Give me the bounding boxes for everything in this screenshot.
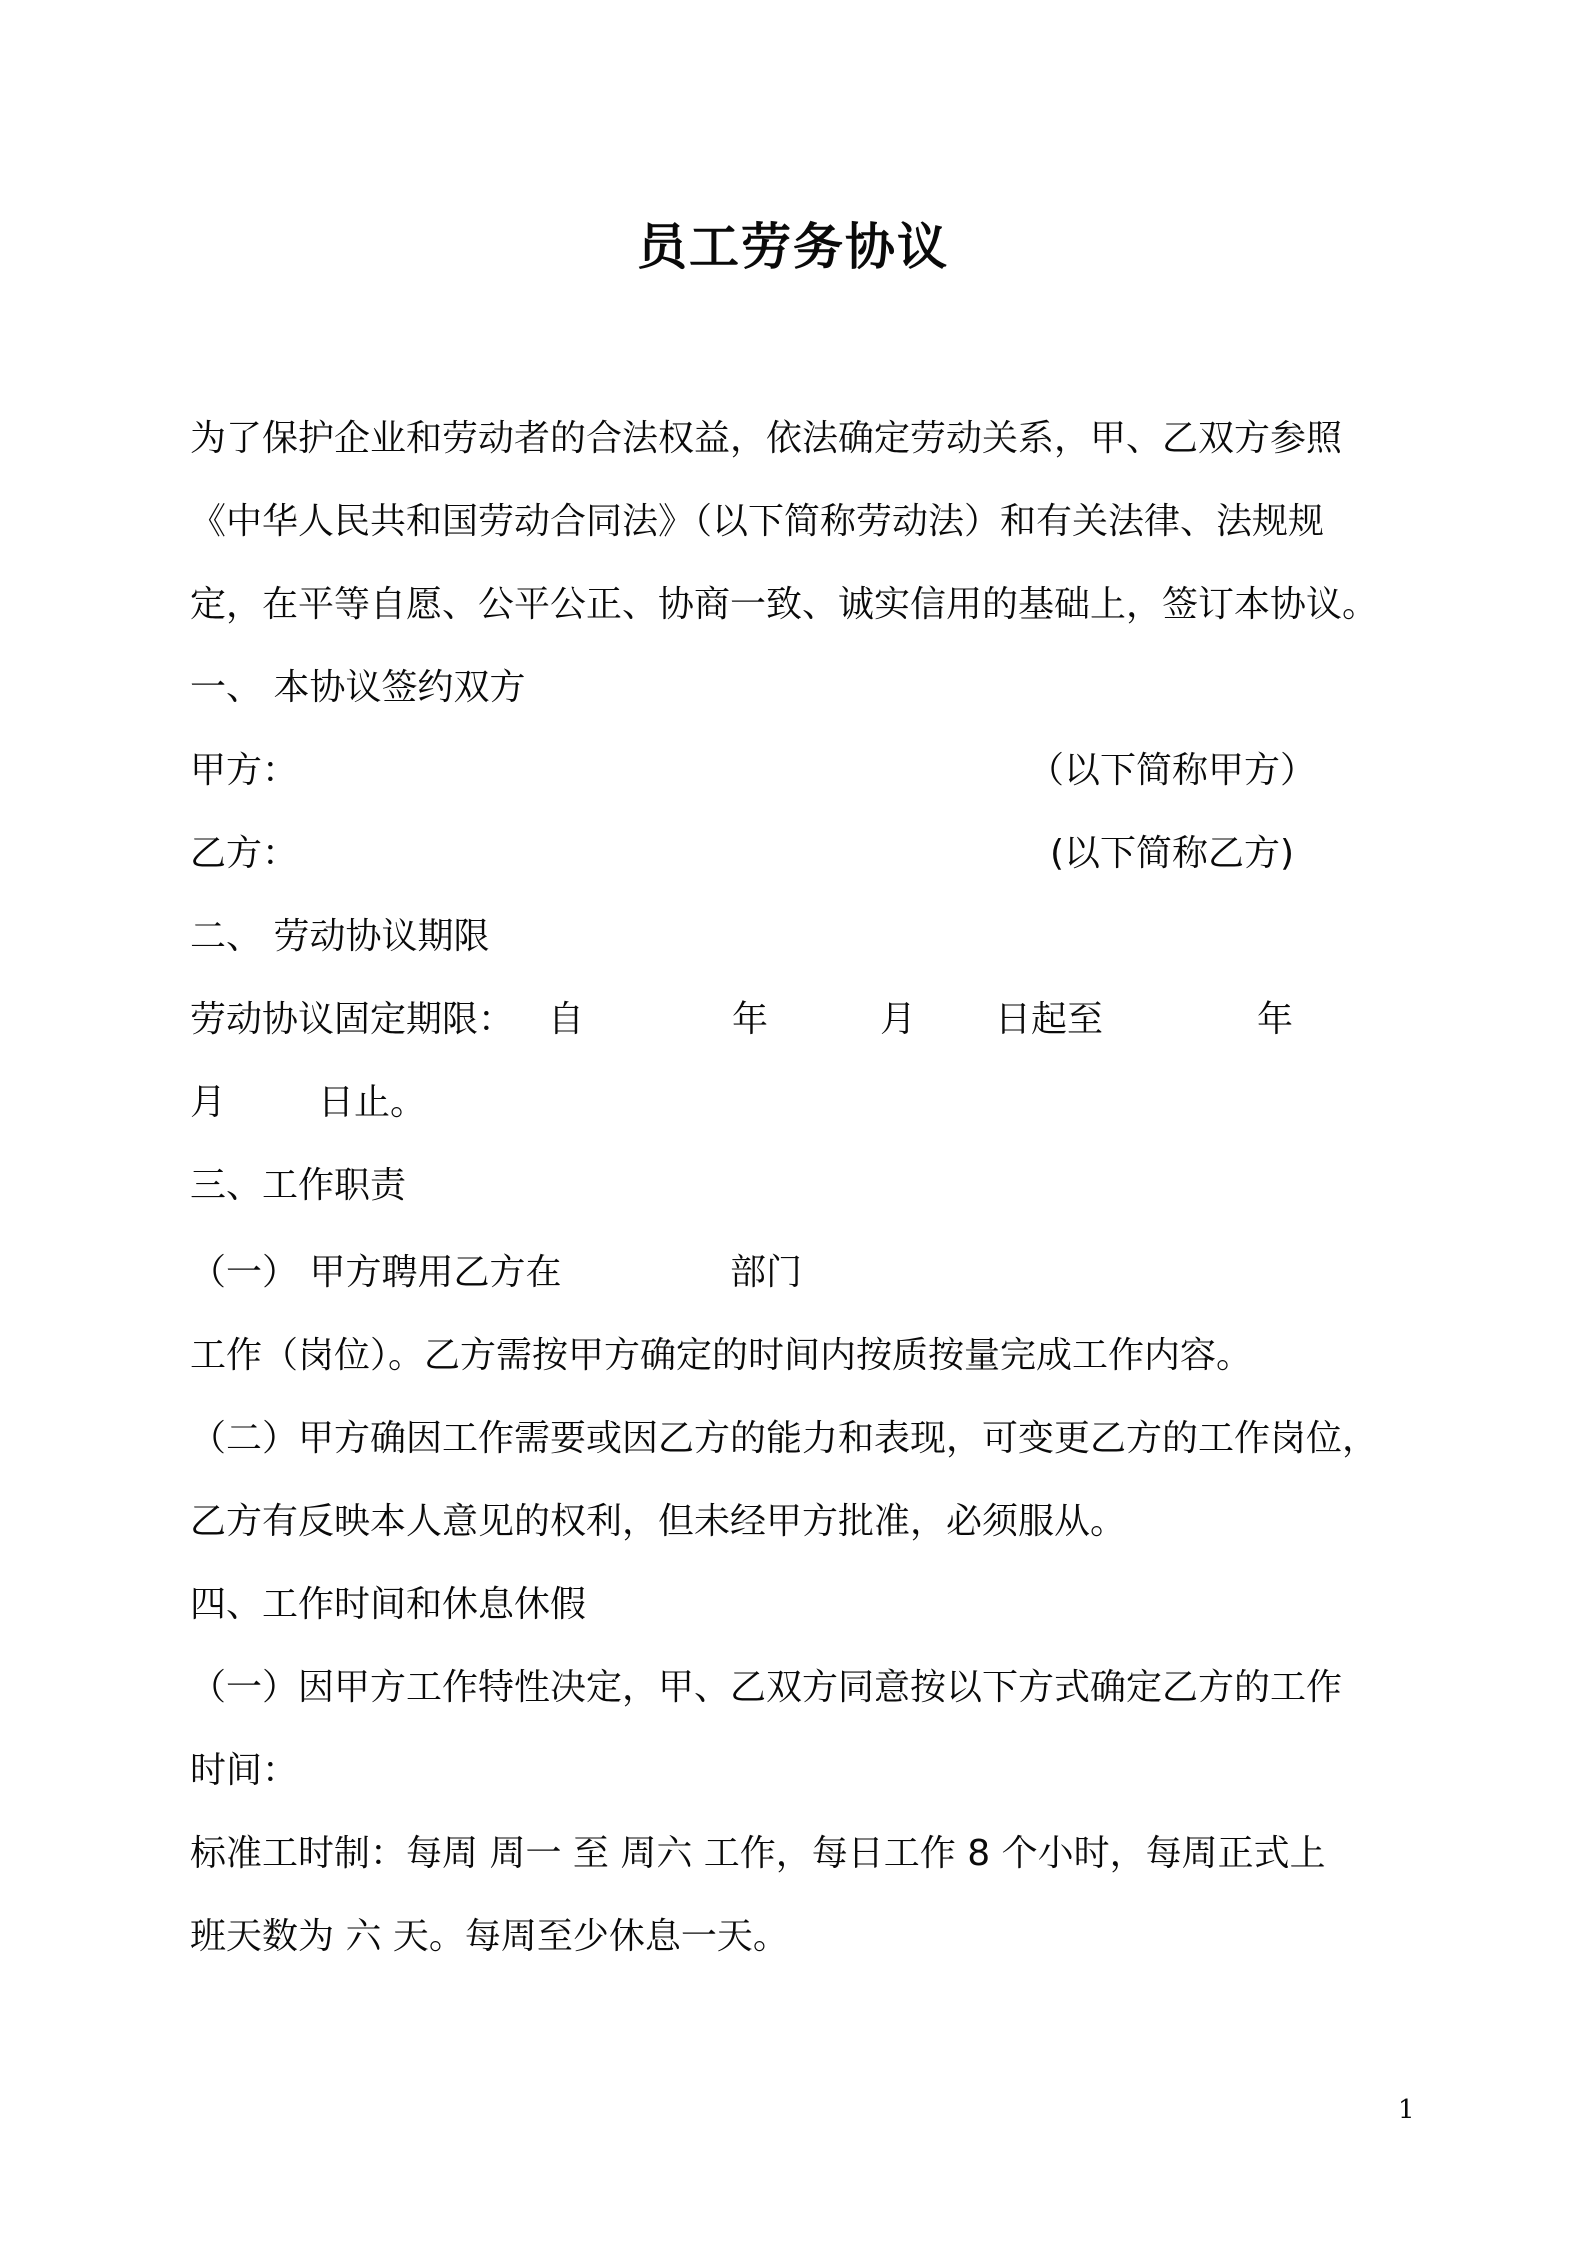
duty-1-line-2: 工作（岗位）。乙方需按甲方确定的时间内按质按量完成工作内容。 [190, 1335, 1253, 1376]
party-a-note: （以下简称甲方） [1028, 750, 1317, 791]
party-a-label: 甲方： [190, 750, 299, 791]
intro-line-1: 为了保护企业和劳动者的合法权益，依法确定劳动关系，甲、乙双方参照 [190, 418, 1343, 459]
duty-2-line-1: （二）甲方确因工作需要或因乙方的能力和表现，可变更乙方的工作岗位， [190, 1418, 1379, 1459]
term-day-from: 日起至 [995, 999, 1104, 1040]
intro-line-2: 《中华人民共和国劳动合同法》（以下简称劳动法）和有关法律、法规规 [190, 501, 1325, 542]
duty-2-line-2: 乙方有反映本人意见的权利，但未经甲方批准，必须服从。 [190, 1501, 1127, 1542]
standard-hours-line-2: 班天数为 六 天。每周至少休息一天。 [190, 1916, 789, 1957]
party-b-note: (以下简称乙方) [1050, 833, 1295, 874]
term-day-to: 日止。 [318, 1082, 427, 1123]
duty-1-department: 部门 [730, 1252, 803, 1293]
standard-hours-line-1: 标准工时制：每周 周一 至 周六 工作，每日工作 8 个小时，每周正式上 [190, 1833, 1326, 1874]
worktime-1-line-2: 时间： [190, 1750, 299, 1791]
term-year-1: 年 [732, 999, 769, 1040]
duty-1-text: （一） 甲方聘用乙方在 [190, 1252, 562, 1293]
term-year-2: 年 [1257, 999, 1294, 1040]
term-from: 自 [548, 999, 585, 1040]
section-2-heading: 二、 劳动协议期限 [190, 916, 490, 957]
term-label: 劳动协议固定期限： [190, 999, 515, 1040]
worktime-1-line-1: （一）因甲方工作特性决定，甲、乙双方同意按以下方式确定乙方的工作 [190, 1667, 1343, 1708]
section-1-heading: 一、 本协议签约双方 [190, 667, 526, 708]
section-3-heading: 三、工作职责 [190, 1165, 407, 1206]
page-number: 1 [1398, 2095, 1415, 2125]
section-4-heading: 四、工作时间和休息休假 [190, 1584, 587, 1625]
party-b-label: 乙方： [190, 833, 299, 874]
term-month-2: 月 [190, 1082, 227, 1123]
term-month-1: 月 [880, 999, 917, 1040]
intro-line-3: 定，在平等自愿、公平公正、协商一致、诚实信用的基础上，签订本协议。 [190, 584, 1379, 625]
document-title: 员工劳务协议 [637, 218, 949, 276]
